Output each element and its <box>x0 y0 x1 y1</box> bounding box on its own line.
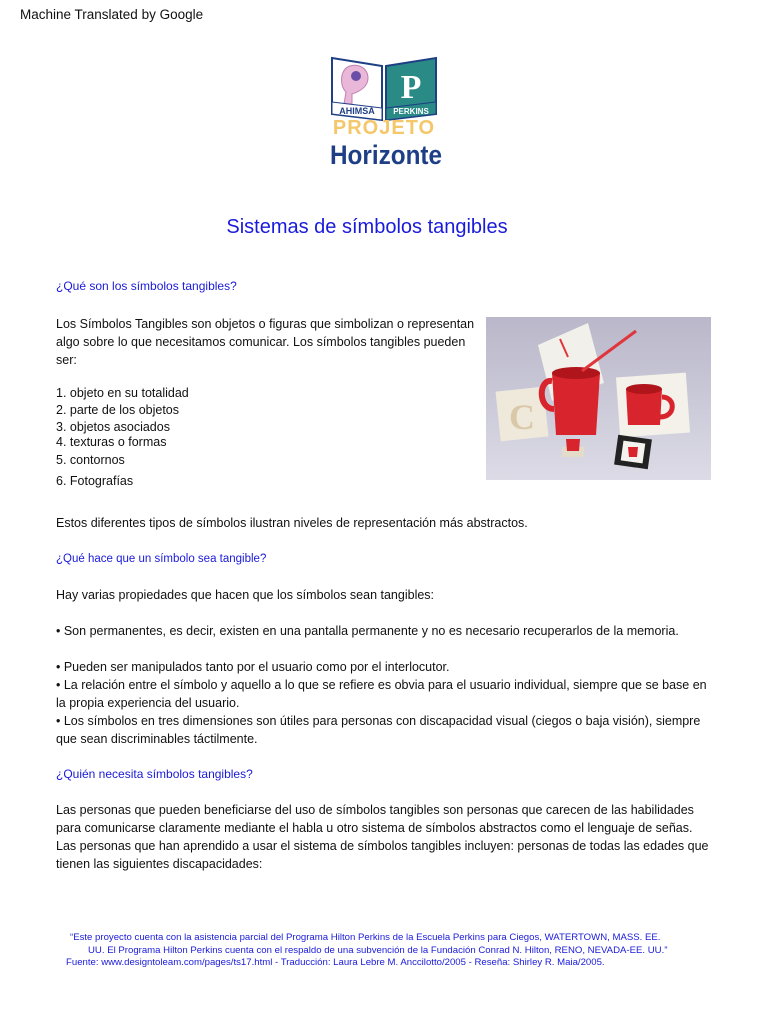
after-list-paragraph: Estos diferentes tipos de símbolos ilustran niveles de representación más abstractos. <box>56 516 528 530</box>
question-heading-tangible: ¿Qué hace que un símbolo sea tangible? <box>56 553 267 565</box>
list-item: 6. Fotografías <box>56 474 134 488</box>
footer-line: UU. El Programa Hilton Perkins cuenta con el respaldo de una subvención de la Fundación Conrad N. Hilton, RENO, NEVADA-EE. UU.” <box>88 944 668 956</box>
property-bullet: • Los símbolos en tres dimensiones son útiles para personas con discapacidad visual (ciegos o baja visión), siempre que sean discriminables táctilmente. <box>56 714 701 746</box>
list-item: 3. objetos asociados <box>56 420 170 434</box>
logo-horizonte-text: Horizonte <box>330 140 443 170</box>
question-heading-who: ¿Quién necesita símbolos tangibles? <box>56 767 253 781</box>
photo-illustration <box>486 317 711 480</box>
who-paragraph: Las personas que pueden beneficiarse del uso de símbolos tangibles son personas que carecen de las habilidades para comunicarse claramente mediante el habla u otro sistema de símbolos abstractos como el lenguaje de señas. Las personas que han aprendido a usar el sistema de símbolos tangibles incluyen: personas de todas las edades que tienen las siguientes discapacidades: <box>56 803 709 871</box>
question-heading-what: ¿Qué son los símbolos tangibles? <box>56 279 237 293</box>
document-title: Sistemas de símbolos tangibles <box>226 216 508 238</box>
book-logo-graphic <box>328 52 440 122</box>
list-item: 5. contornos <box>56 453 125 467</box>
symbol-type-list <box>56 385 456 490</box>
footer-source-line: Fuente: www.designtoleam.com/pages/ts17.html - Traducción: Laura Lebre M. Anccilotto/2005 - Reseña: Shirley R. Maia/2005. <box>66 957 605 968</box>
logo-left-text: AHIMSA <box>339 106 375 116</box>
list-item: 1. objeto en su totalidad <box>56 386 189 400</box>
list-item: 2. parte de los objetos <box>56 403 179 417</box>
list-item: 4. texturas o formas <box>56 435 167 449</box>
projeto-horizonte-logo <box>324 52 444 170</box>
footer-line: “Este proyecto cuenta con la asistencia parcial del Programa Hilton Perkins de la Escuela Perkins para Ciegos, WATERTOWN, MASS. EE. <box>70 932 661 943</box>
logo-right-text: PERKINS <box>393 107 429 116</box>
machine-translated-banner: Machine Translated by Google <box>20 7 204 22</box>
logo-projeto-text: PROJETO <box>332 117 436 139</box>
property-bullet: • La relación entre el símbolo y aquello a lo que se refiere es obvia para el usuario individual, siempre que se base en la propia experiencia del usuario. <box>56 678 707 710</box>
property-bullet: • Son permanentes, es decir, existen en una pantalla permanente y no es necesario recuperarlos de la memoria. <box>56 624 679 638</box>
footer-credits <box>66 932 676 970</box>
properties-intro: Hay varias propiedades que hacen que los símbolos sean tangibles: <box>56 588 435 602</box>
intro-paragraph: Los Símbolos Tangibles son objetos o figuras que simbolizan o representan algo sobre lo que necesitamos comunicar. Los símbolos tangibles pueden ser: <box>56 317 475 367</box>
svg-text:P: P <box>400 69 422 106</box>
tangible-symbols-photo <box>486 317 711 480</box>
svg-text:C: C <box>509 397 535 437</box>
property-bullet: • Pueden ser manipulados tanto por el usuario como por el interlocutor. <box>56 660 450 674</box>
